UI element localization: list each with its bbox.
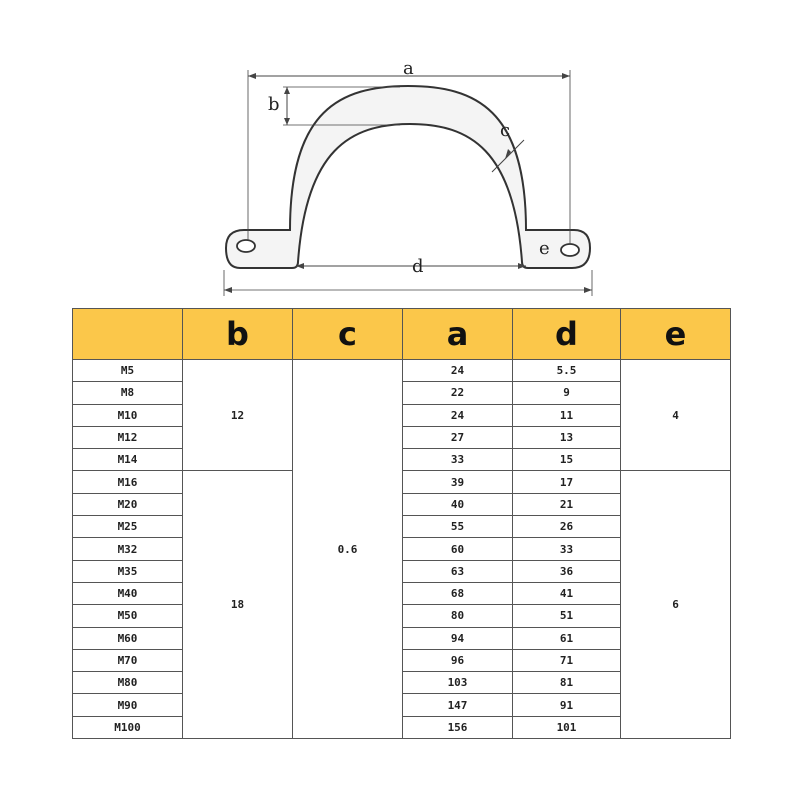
d-cell: 5.5 (513, 360, 621, 382)
a-cell: 94 (403, 627, 513, 649)
model-cell: M25 (73, 516, 183, 538)
a-cell: 63 (403, 560, 513, 582)
d-cell: 11 (513, 404, 621, 426)
model-cell: M16 (73, 471, 183, 493)
d-cell: 26 (513, 516, 621, 538)
a-cell: 156 (403, 716, 513, 738)
table-row (73, 360, 731, 382)
clamp-diagram (0, 0, 800, 300)
a-cell: 80 (403, 605, 513, 627)
model-cell: M20 (73, 493, 183, 515)
header-b: b (183, 309, 293, 360)
clamp-outline (226, 86, 590, 268)
model-cell: M90 (73, 694, 183, 716)
model-cell: M14 (73, 449, 183, 471)
header-model (73, 309, 183, 360)
d-cell: 91 (513, 694, 621, 716)
d-cell: 13 (513, 426, 621, 448)
e-cell: 6 (621, 471, 731, 739)
header-e: e (621, 309, 731, 360)
pipe-clamp-drawing (0, 0, 800, 300)
a-cell: 96 (403, 649, 513, 671)
a-cell: 22 (403, 382, 513, 404)
d-cell: 9 (513, 382, 621, 404)
d-cell: 51 (513, 605, 621, 627)
header-c: c (293, 309, 403, 360)
dim-label-d: d (412, 256, 424, 277)
a-cell: 55 (403, 516, 513, 538)
model-cell: M32 (73, 538, 183, 560)
model-cell: M70 (73, 649, 183, 671)
header-d: d (513, 309, 621, 360)
d-cell: 33 (513, 538, 621, 560)
model-cell: M80 (73, 672, 183, 694)
dim-label-a: a (403, 58, 414, 79)
model-cell: M60 (73, 627, 183, 649)
d-cell: 61 (513, 627, 621, 649)
a-cell: 33 (403, 449, 513, 471)
table-header-row (73, 309, 731, 360)
a-cell: 39 (403, 471, 513, 493)
a-cell: 24 (403, 360, 513, 382)
model-cell: M8 (73, 382, 183, 404)
mount-hole-left (237, 240, 255, 252)
a-cell: 68 (403, 582, 513, 604)
d-cell: 17 (513, 471, 621, 493)
a-cell: 40 (403, 493, 513, 515)
c-cell: 0.6 (293, 360, 403, 739)
model-cell: M12 (73, 426, 183, 448)
a-cell: 147 (403, 694, 513, 716)
d-cell: 101 (513, 716, 621, 738)
dim-label-b: b (268, 94, 280, 115)
d-cell: 15 (513, 449, 621, 471)
b-cell: 18 (183, 471, 293, 739)
a-cell: 103 (403, 672, 513, 694)
a-cell: 24 (403, 404, 513, 426)
model-cell: M50 (73, 605, 183, 627)
model-cell: M40 (73, 582, 183, 604)
d-cell: 71 (513, 649, 621, 671)
d-cell: 21 (513, 493, 621, 515)
e-cell: 4 (621, 360, 731, 471)
b-cell: 12 (183, 360, 293, 471)
header-a: a (403, 309, 513, 360)
d-cell: 36 (513, 560, 621, 582)
model-cell: M35 (73, 560, 183, 582)
model-cell: M5 (73, 360, 183, 382)
dim-label-e: e (539, 238, 550, 259)
dim-label-c: c (500, 120, 511, 141)
d-cell: 81 (513, 672, 621, 694)
model-cell: M100 (73, 716, 183, 738)
dimension-table (72, 308, 731, 739)
mount-hole-right (561, 244, 579, 256)
model-cell: M10 (73, 404, 183, 426)
d-cell: 41 (513, 582, 621, 604)
a-cell: 27 (403, 426, 513, 448)
a-cell: 60 (403, 538, 513, 560)
